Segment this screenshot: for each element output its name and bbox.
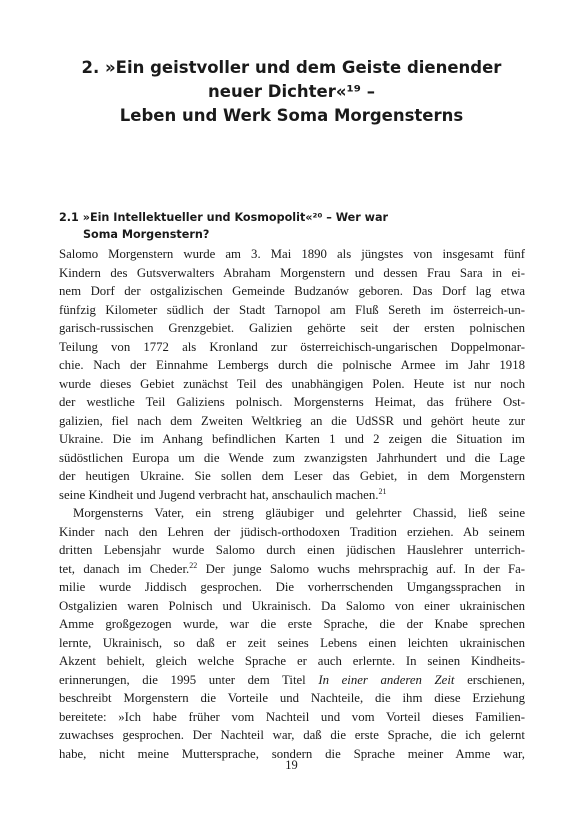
text-line: Kinder nach den Lehren der jüdisch-orthodoxen Tradition erziehen. Ab seinem (59, 524, 525, 539)
text-line: fünfzig Kilometer südlich der Stadt Tarnopol am Fluß Sereth im österreich-un- (59, 302, 525, 317)
text-line: Morgensterns Vater, ein streng gläubiger und gelehrter Chassid, ließ seine (73, 506, 525, 520)
text-line: zuwachses gesprochen. Der Nachteil war, daß die erste Sprache, die ich gelernt (59, 728, 525, 742)
text-line: beschreibt Morgenstern die Vorteile und Nachteile, die ihm diese Erziehung (59, 691, 525, 705)
text-line: wurde dieses Gebiet zunächst Teil des unabhängigen Polen. Heute ist nur noch (59, 376, 525, 391)
text-line (59, 560, 525, 579)
text-line: der westliche Teil Galiziens polnisch. Morgensterns Heimat, das frühere Ost- (59, 395, 525, 409)
text-line: Salomo Morgenstern wurde am 3. Mai 1890 als jüngstes von insgesamt fünf (59, 247, 525, 261)
chapter-title-line: neuer Dichter«¹⁹ – (208, 82, 375, 101)
text-line: milie wurde Jiddisch gesprochen. Die vorherrschenden Umgangssprachen in (59, 580, 525, 594)
text-line: südöstlichen Europa um die Wende zum zwanzigsten Jahrhundert und die Lage (59, 450, 525, 465)
chapter-title-line: 2. »Ein geistvoller und dem Geiste dienender (81, 58, 502, 77)
text-line: galizien, fiel nach dem Zweiten Weltkrieg an die UdSSR und gehört heute zur (59, 413, 525, 428)
section-heading-line: 2.1 »Ein Intellektueller und Kosmopolit«²⁰ – Wer war (59, 211, 389, 224)
book-title: In einer anderen Zeit (318, 672, 455, 687)
text-line: dritten Lebensjahr wurde Salomo durch einen jüdischen Hauslehrer unterrich- (59, 543, 525, 557)
footnote-marker: 21 (378, 486, 387, 496)
text-line (59, 671, 525, 690)
text-fragment: seine Kindheit und Jugend verbracht hat, anschaulich machen. (59, 487, 379, 502)
text-line: Ukraine. Die im Anhang befindlichen Karten 1 und 2 zeigen die Situation im (59, 432, 525, 446)
text-line: habe, nicht meine Muttersprache, sondern die Sprache meiner Amme war, (59, 746, 525, 761)
text-line (59, 486, 525, 505)
text-fragment: erinnerungen, die 1995 unter dem Titel (59, 672, 319, 687)
section-heading-line: Soma Morgenstern? (83, 228, 210, 241)
text-line: garisch-russischen Grenzgebiet. Galizien gehörte seit der ersten polnischen (59, 321, 525, 335)
text-line: Kindern des Gutsverwalters Abraham Morgenstern und dessen Frau Sara in ei- (59, 265, 525, 280)
text-line: Teilung von 1772 als Kronland zur österreichisch-ungarischen Doppelmonar- (59, 339, 525, 354)
text-line: der heutigen Ukraine. Sie sollen dem Leser das Gebiet, in dem Morgenstern (59, 469, 525, 483)
chapter-title (60, 56, 523, 128)
text-fragment: erschienen, (454, 672, 525, 687)
chapter-title-line: Leben und Werk Soma Morgensterns (119, 106, 464, 125)
text-line: nem Dorf der ostgalizischen Gemeinde Budzanów geboren. Das Dorf lag etwa (59, 284, 525, 298)
text-line: Akzent behielt, gleich welche Sprache er auch erlernte. In seinen Kindheits- (59, 654, 525, 668)
text-line: Amme großgezogen wurde, war die erste Sprache, die der Knabe sprechen (59, 617, 525, 631)
text-fragment: Der junge Salomo wuchs mehrsprachig auf. In der Fa- (197, 561, 526, 576)
text-fragment: tet, danach im Cheder. (59, 561, 190, 576)
text-line: Ostgalizien waren Polnisch und Ukrainisch. Da Salomo von einer ukrainischen (59, 598, 525, 613)
page-number: 19 (285, 758, 298, 772)
text-line: bereitete: »Ich habe früher vom Nachteil und vom Vorteil dieses Familien- (59, 709, 525, 724)
footnote-marker: 22 (189, 560, 198, 570)
text-line: lernte, Ukrainisch, so daß er zeit seines Lebens einen leichten ukrainischen (59, 635, 525, 650)
text-line: chie. Nach der Einnahme Lembergs durch die polnische Armee im Jahr 1918 (59, 358, 525, 372)
body-text (59, 245, 525, 763)
section-heading (59, 209, 529, 243)
